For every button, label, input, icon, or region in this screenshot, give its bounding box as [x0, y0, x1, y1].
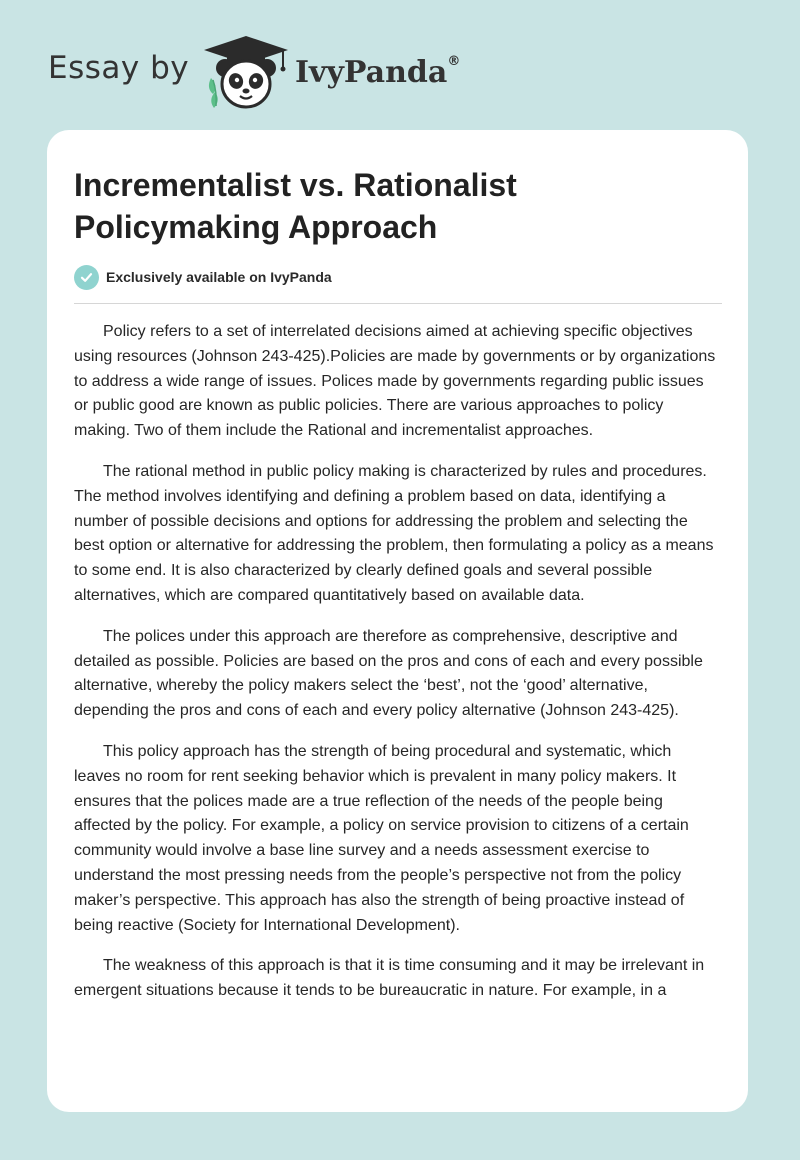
- essay-by-label: Essay by: [48, 50, 190, 86]
- exclusive-badge: [74, 264, 332, 290]
- essay-body: [74, 320, 720, 1020]
- paragraph: The weakness of this approach is that it is time consuming and it may be irrelevant in emergent situations because it tends to be bureaucratic in nature. For example, in a: [74, 957, 705, 1000]
- badge-text: Exclusively available on IvyPanda: [106, 269, 332, 285]
- essay-card: [47, 130, 748, 1112]
- brand-name: [295, 55, 460, 90]
- trademark-symbol: ®: [447, 54, 461, 69]
- panda-graduate-icon: [203, 34, 289, 110]
- brand-label: IvyPanda: [295, 55, 448, 90]
- paragraph: The rational method in public policy making is characterized by rules and procedures. The method involves identifying and defining a problem based on data, identifying a number of possible decisions and options for addressing the problem and selecting the best option or alternative for addressing the problem, then formulating a policy as a means to some end. It is also characterized by clearly defined goals and several possible alternatives, which are compared quantitatively based on available data.: [74, 462, 714, 604]
- paragraph: This policy approach has the strength of being procedural and systematic, which leaves no room for rent seeking behavior which is prevalent in many policy makers. It ensures that the polices made are a true reflection of the needs of the people being affected by the policy. For example, a policy on service provision to citizens of a certain community would involve a base line survey and a needs assessment exercise to understand the most pressing needs from the people’s perspective not from the policy maker’s perspective. This approach has also the strength of being proactive instead of being reactive (Society for International Development).: [74, 742, 689, 934]
- site-header: [48, 34, 568, 110]
- divider: [74, 303, 722, 304]
- check-icon: [74, 265, 99, 290]
- paragraph: Policy refers to a set of interrelated decisions aimed at achieving specific objectives using resources (Johnson 243-425).Policies are made by governments or by organizations to address a wide range of issues. Polices made by governments regarding public issues or public good are known as public policies. There are various approaches to policy making. Two of them include the Rational and incrementalist approaches.: [74, 323, 716, 440]
- paragraph: The polices under this approach are therefore as comprehensive, descriptive and detailed as possible. Policies are based on the pros and cons of each and every possible alternative, whereby the policy makers select the ‘best’, not the ‘good’ alternative, depending the pros and cons of each and every policy alternative (Johnson 243-425).: [74, 627, 703, 720]
- page-title: Incrementalist vs. Rationalist Policymaking Approach: [74, 167, 517, 245]
